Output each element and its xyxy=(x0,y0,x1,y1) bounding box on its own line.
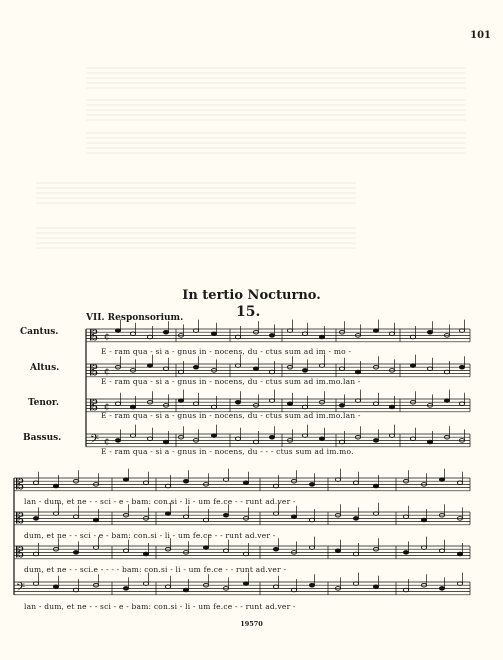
lyrics-cantus-1: E - ram qua - si a - gnus in - nocens, du - ctus sum ad im - mo - xyxy=(101,347,352,356)
staff-bassus-1 xyxy=(86,425,470,449)
lyrics-altus-1: E - ram qua - si a - gnus in - nocens, du - ctus sum ad im.mo.lan - xyxy=(101,377,361,386)
lyrics-tenor-1: E - ram qua - si a - gnus in - nocens, du - ctus sum ad im.mo.lan - xyxy=(101,411,361,420)
svg-text:𝄡: 𝄡 xyxy=(16,477,24,493)
page-number: 101 xyxy=(470,30,491,41)
lyrics-cantus-2: lan - dum, et ne - - sci - e - bam: con.si - li - um fe.ce - - runt ad.ver - xyxy=(24,497,296,506)
section-title: In tertio Nocturno. xyxy=(182,288,321,303)
voice-label-cantus: Cantus. xyxy=(20,327,59,337)
staff-cantus-1 xyxy=(86,320,470,344)
svg-text:¢: ¢ xyxy=(104,332,110,342)
staff-altus-1 xyxy=(86,355,470,379)
lyrics-tenor-2: dum, et ne - - sci.e - - - - bam: con.si - li - um fe.ce - - runt ad.ver - xyxy=(24,565,287,574)
svg-text:¢: ¢ xyxy=(104,367,110,377)
piece-number: 15. xyxy=(236,304,261,320)
svg-text:𝄡: 𝄡 xyxy=(16,511,24,527)
lyrics-bassus-1: E - ram qua - si a - gnus in - nocens, du - - - ctus sum ad im.mo. xyxy=(101,447,354,456)
voice-label-bassus: Bassus. xyxy=(23,433,62,443)
staff-altus-2 xyxy=(14,503,470,527)
staff-tenor-2 xyxy=(14,537,470,561)
lyrics-bassus-2: lan - dum, et ne - - sci - e - bam: con.si - li - um fe.ce - - runt ad.ver - xyxy=(24,602,296,611)
svg-text:𝄢: 𝄢 xyxy=(16,581,26,597)
voice-label-tenor: Tenor. xyxy=(28,398,59,408)
svg-text:𝄡: 𝄡 xyxy=(90,363,98,379)
svg-text:¢: ¢ xyxy=(104,402,110,412)
svg-text:𝄡: 𝄡 xyxy=(90,398,98,414)
svg-text:𝄡: 𝄡 xyxy=(90,328,98,344)
voice-label-altus: Altus. xyxy=(30,363,60,373)
staff-cantus-2 xyxy=(14,469,470,493)
plate-number: 19570 xyxy=(240,620,263,628)
staff-bassus-2 xyxy=(14,573,470,597)
svg-text:¢: ¢ xyxy=(104,437,110,447)
svg-text:𝄡: 𝄡 xyxy=(16,545,24,561)
lyrics-altus-2: dum, et ne - - sci - e - bam: con.si - li - um fe.ce - - runt ad.ver - xyxy=(24,531,276,540)
svg-text:𝄢: 𝄢 xyxy=(90,433,100,449)
responsorium-label: VII. Responsorium. xyxy=(86,313,184,323)
